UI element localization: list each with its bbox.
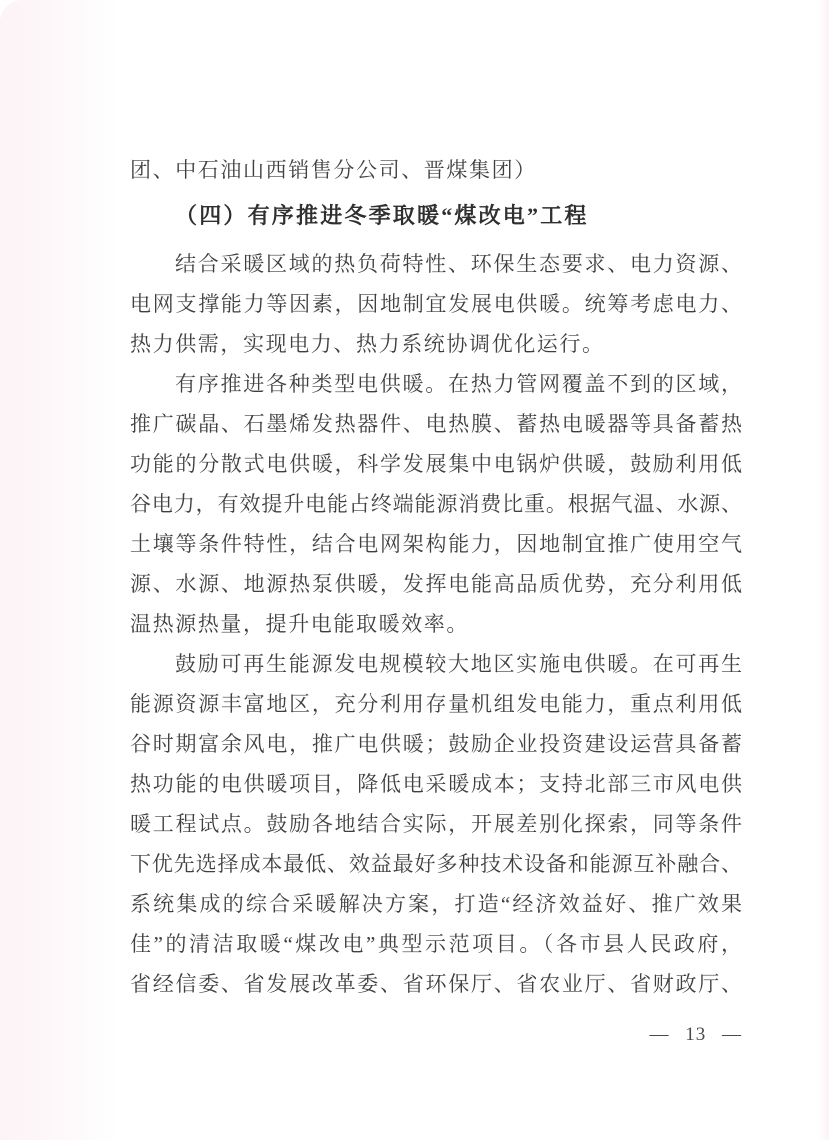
- document-line: 能源资源丰富地区，充分利用存量机组发电能力，重点利用低: [130, 692, 742, 716]
- document-line: 源、水源、地源热泵供暖，发挥电能高品质优势，充分利用低: [130, 572, 742, 596]
- document-line: 热力供需，实现电力、热力系统协调优化运行。: [130, 332, 605, 356]
- document-line: 电网支撑能力等因素，因地制宜发展电供暖。统筹考虑电力、: [130, 292, 742, 316]
- document-line: 有序推进各种类型电供暖。在热力管网覆盖不到的区域，: [175, 372, 742, 396]
- document-line: 系统集成的综合采暖解决方案，打造“经济效益好、推广效果: [130, 892, 742, 916]
- section-heading: （四）有序推进冬季取暖“煤改电”工程: [175, 203, 589, 228]
- document-line: 热功能的电供暖项目，降低电采暖成本；支持北部三市风电供: [130, 772, 742, 796]
- scan-edge-right: [819, 0, 829, 1140]
- document-line: 温热源热量，提升电能取暖效率。: [130, 612, 469, 636]
- document-line: 佳”的清洁取暖“煤改电”典型示范项目。（各市县人民政府，: [130, 932, 742, 956]
- document-line: 结合采暖区域的热负荷特性、环保生态要求、电力资源、: [175, 252, 742, 276]
- document-line: 土壤等条件特性，结合电网架构能力，因地制宜推广使用空气: [130, 532, 742, 556]
- document-line: 谷电力，有效提升电能占终端能源消费比重。根据气温、水源、: [130, 492, 742, 516]
- document-line: 推广碳晶、石墨烯发热器件、电热膜、蓄热电暖器等具备蓄热: [130, 412, 742, 436]
- document-line: 谷时期富余风电，推广电供暖；鼓励企业投资建设运营具备蓄: [130, 732, 742, 756]
- document-line: 团、中石油山西销售分公司、晋煤集团）: [130, 158, 537, 182]
- page-number: — 13 —: [649, 1024, 742, 1045]
- document-line: 功能的分散式电供暖，科学发展集中电锅炉供暖，鼓励利用低: [130, 452, 742, 476]
- document-line: 省经信委、省发展改革委、省环保厅、省农业厅、省财政厅、: [130, 972, 742, 996]
- scan-edge-left: [0, 0, 118, 1140]
- document-line: 下优先选择成本最低、效益最好多种技术设备和能源互补融合、: [130, 852, 742, 876]
- document-line: 暖工程试点。鼓励各地结合实际，开展差别化探索，同等条件: [130, 812, 742, 836]
- document-line: 鼓励可再生能源发电规模较大地区实施电供暖。在可再生: [175, 652, 742, 676]
- document-body: [130, 150, 742, 1050]
